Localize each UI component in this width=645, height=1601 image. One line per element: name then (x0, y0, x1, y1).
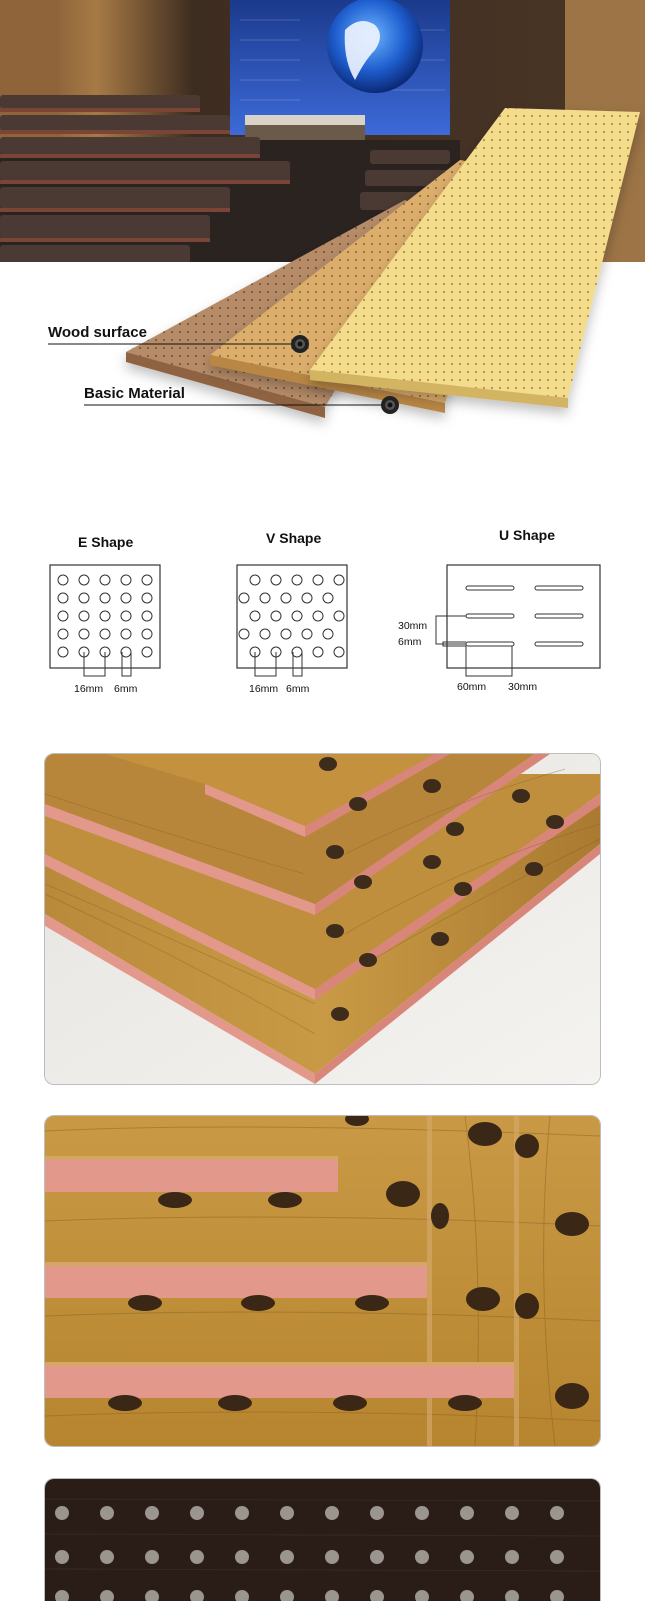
e-shape-diagram (50, 565, 160, 676)
v-shape-dim-16mm: 16mm (249, 683, 279, 695)
u-shape-dim-30mm-vertical: 30mm (398, 620, 428, 632)
u-shape-title: U Shape (499, 527, 556, 543)
stacked-boards-image (45, 754, 600, 1084)
u-shape-diagram (436, 565, 600, 676)
perforated-board-closeup-photo (44, 1115, 601, 1447)
panel-layers-illustration (0, 0, 645, 440)
u-shape-dim-6mm-vertical: 6mm (398, 636, 422, 648)
dark-perforated-panel-photo (44, 1478, 601, 1601)
v-shape-dim-6mm: 6mm (286, 683, 310, 695)
stacked-perforated-boards-photo (44, 753, 601, 1085)
e-shape-dim-16mm: 16mm (74, 683, 104, 695)
u-shape-dim-30mm: 30mm (508, 681, 538, 693)
dark-panel-image (45, 1479, 600, 1601)
closeup-boards-image (45, 1116, 600, 1446)
u-shape-dim-60mm: 60mm (457, 681, 487, 693)
wood-surface-label: Wood surface (48, 324, 147, 341)
v-shape-diagram (237, 565, 347, 676)
e-shape-dim-6mm: 6mm (114, 683, 138, 695)
basic-material-label: Basic Material (84, 385, 185, 402)
v-shape-title: V Shape (266, 530, 322, 546)
e-shape-title: E Shape (78, 534, 134, 550)
